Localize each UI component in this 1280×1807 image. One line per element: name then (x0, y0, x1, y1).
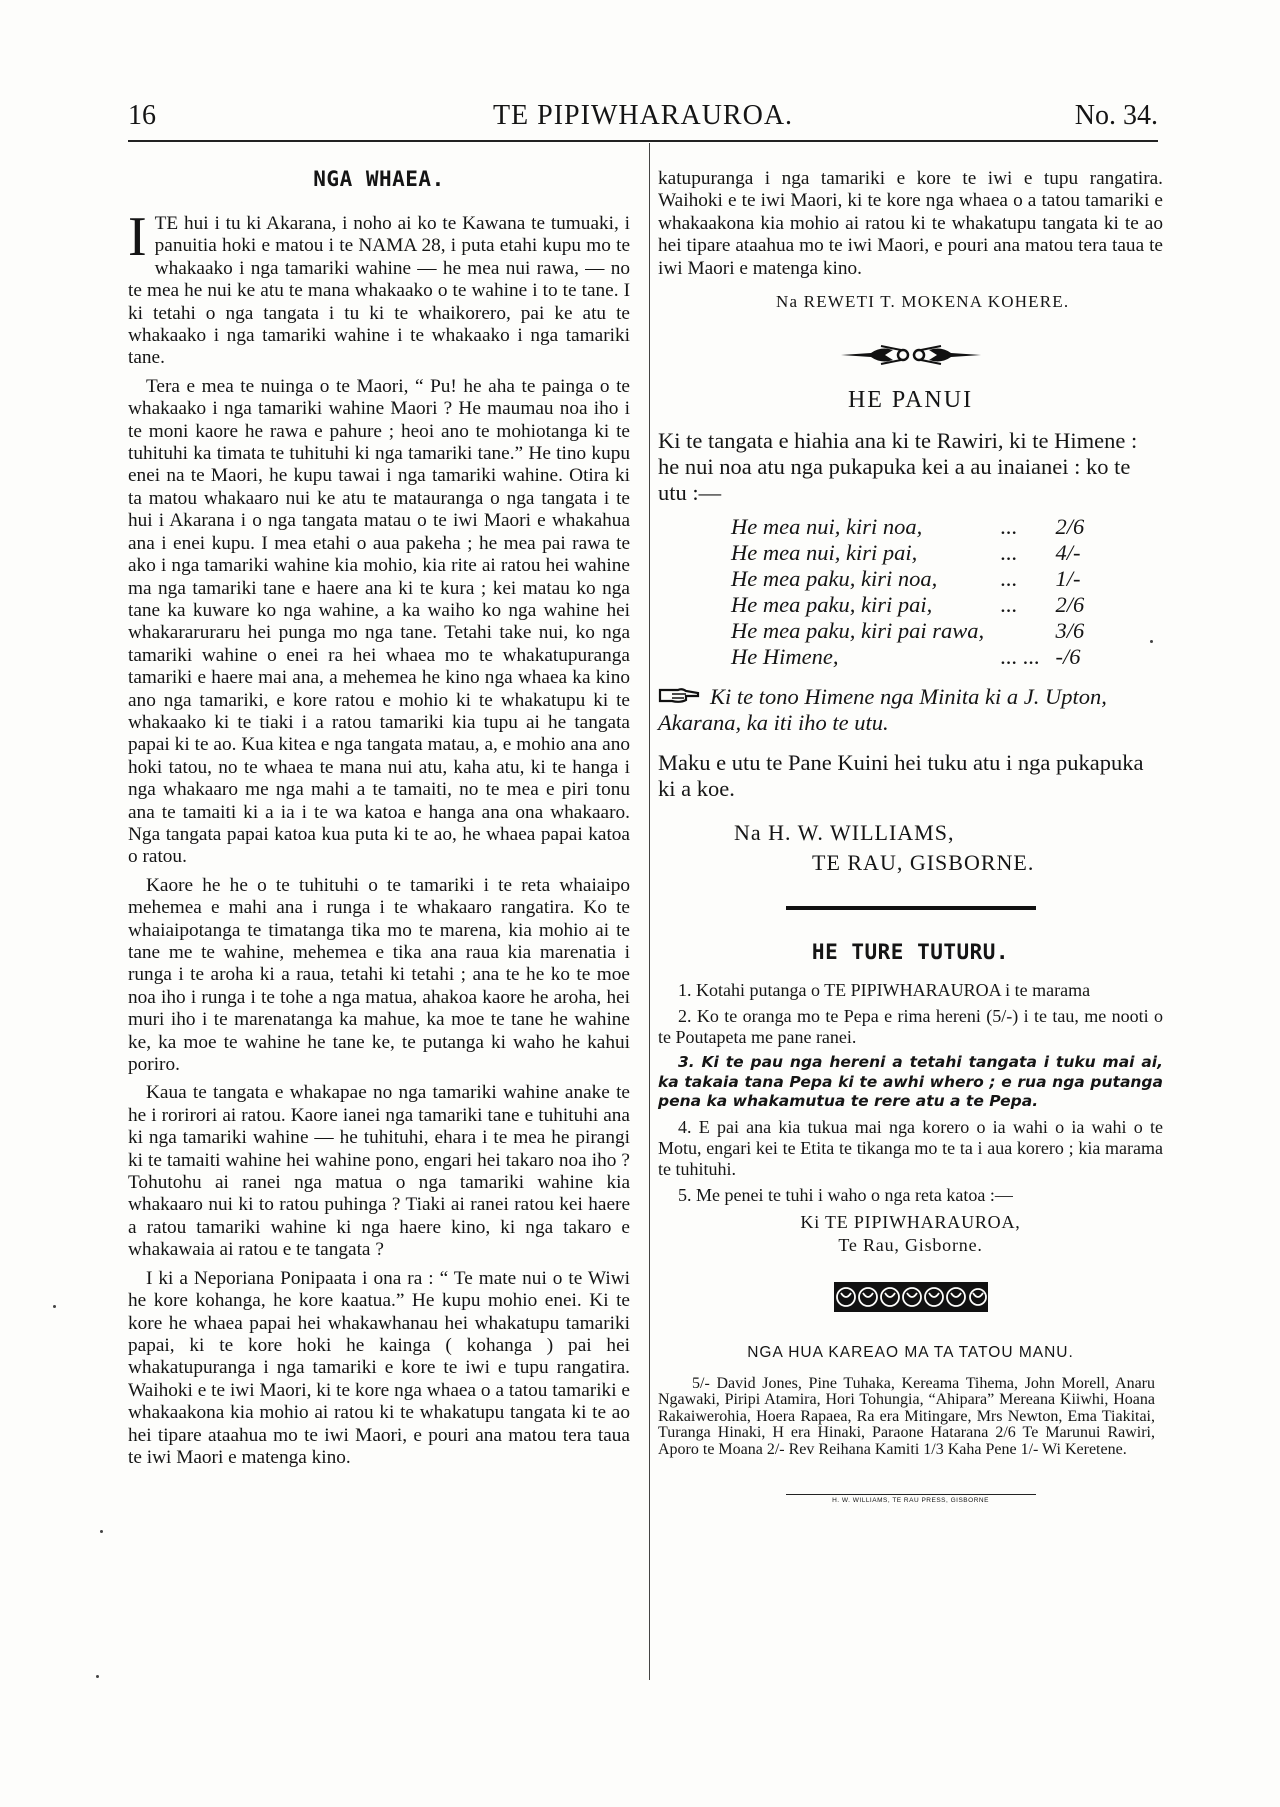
article-paragraph: TE hui i tu ki Akarana, i noho ai ko te Kawana te tumuaki, i panuitia hoki e matou i te NAMA 28, i puta etahi kupu mo te whakaako i nga tamariki wahine — he mea nui rawa, — no te mea he nui ke atu te mana whakaako o te wahine i to te tane. I ki tetahi o nga tangata i tu ki te whaikorero, pai ke atu te whakaako i nga tamariki wahine i te whakaako i nga tamariki tane. (128, 213, 630, 369)
pointing-hand-icon (658, 684, 700, 710)
page-speck (53, 1305, 56, 1308)
upton-note (658, 684, 1163, 736)
scroll-ornament-icon (841, 342, 981, 368)
price-row (731, 566, 1084, 592)
column-divider (649, 143, 650, 1680)
rule-item: 3. Ki te pau nga hereni a tetahi tangata i tuku mai ai, ka takaia tana Pepa ki te awhi whero ; e rua nga putanga pena ka whakamutua te rere atu a te Pepa. (658, 1053, 1163, 1111)
price-row (731, 592, 1084, 618)
manu-title: NGA HUA KAREAO MA TA TATOU MANU. (747, 1343, 1074, 1361)
manu-list: 5/- David Jones, Pine Tuhaka, Kereama Tihema, John Morell, Anaru Ngawaki, Piripi Atamira, Hori Tohungia, “Ahipara” Mereana Kiiwhi, Hoana Rakaiwerohia, Hoera Rapaea, Ra era Mitingare, Mrs Newton, Ema Tiakitai, Turanga Hinaki, H era Hinaki, Paraone Hatarana 2/6 Te Marunui Rawiri, Aporo te Moana 2/- Rev Reihana Kamiti 1/3 Kaha Pene 1/- Wi Keretene. (658, 1374, 1155, 1458)
price-item: He mea nui, kiri pai, (731, 540, 918, 566)
payment-text: Maku e utu te Pane Kuini hei tuku atu i nga pukapuka ki a koe. (658, 750, 1144, 802)
article-paragraph-continued: katupuranga i nga tamariki e kore te iwi e tupu rangatira. Waihoki e te iwi Maori, ki te kore nga whaea o a tatou tamariki e whakaakona kia mohio ai ratou ki te whakatupu tangata ki te ao hei tipare ataahua mo te iwi Maori, e pouri ana matou tera taua te iwi Maori e matenga kino. (658, 168, 1163, 279)
panui-intro: Ki te tangata e hiahia ana ki te Rawiri, ki te Himene : he nui noa atu nga pukapuka kei a au inaianei : ko te utu :— (658, 428, 1138, 506)
rule-item: 4. E pai ana kia tukua mai nga korero o ia wahi o ia wahi o te Motu, engari kei te Etita te tikanga mo te ta i aua korero ; kia marama te tuhituhi. (658, 1116, 1163, 1179)
price-item: He Himene, (731, 644, 839, 670)
panui-title: HE PANUI (847, 387, 974, 414)
price-list (731, 514, 1084, 670)
price-dots: ... (1000, 514, 1017, 540)
price-dots: ... (1000, 566, 1017, 592)
decorative-band (658, 1281, 1163, 1318)
section-rule (786, 906, 1036, 910)
printer-rule (786, 1494, 1036, 1495)
price-item: He mea paku, kiri pai, (731, 592, 933, 618)
price-value: 3/6 (1055, 618, 1085, 644)
printer-imprint: H. W. WILLIAMS, TE RAU PRESS, GISBORNE (832, 1497, 989, 1505)
header-rule (128, 140, 1158, 142)
rule-item: 2. Ko te oranga mo te Pepa e rima hereni (5/-) i te tau, me nooti o te Poutapeta me pane ranei. (658, 1006, 1163, 1048)
page-speck (96, 1675, 99, 1678)
price-value: 2/6 (1055, 514, 1085, 540)
price-value: 2/6 (1055, 592, 1085, 618)
newspaper-title: TE PIPIWHARAUROA. (492, 100, 794, 131)
first-paragraph (128, 206, 630, 370)
left-column (128, 165, 630, 1468)
price-row (731, 540, 1084, 566)
article-paragraph: Tera e mea te nuinga o te Maori, “ Pu! he aha te painga o te whakaako i nga tamariki wahine Maori ? He maumau noa iho i te moni kaore he rawa e pahure ; heoi ano te mohiotanga ki te tuhituhi ka timata te tuhituhi ki nga tamariki tane.” He tino kupu enei na te Maori, he kupu tawai i nga tamariki wahine. Otira ki ta matou whakaaro nui ke atu te matauranga o nga tangata i te hui i Akarana i o nga tangata matau o te iwi Maori e whakahua ana i enei kupu. I mea etahi o aua pakeha ; he mea pai rawa te ako i nga tamariki wahine kia mohio, kia rite ai ratou hei wahine ma nga tamariki tane e haere ana ki te kura ; kei matau ko nga tane ka kuware ko nga wahine, a ka waiho ko nga wahine hei whakararuraru hei punga mo nga tane. Tetahi take nui, ko nga tamariki wahine o enei ra hei whaea mo te whakatupuranga tamariki e haere mai ana, a mehemea he kino nga whaea ka kino ano nga tamariki, e kore ratou e mohio ki te whakatupu ki te whakaako ki te tiaki i a ratou tamariki kia tupu ai he tangata papai ki te ao. Kua kitea e nga tangata matau, a, e mohio ana ano hoki tatou, no te whaea te mana nui atu, kaha atu, ki te hanga i nga whakaaro me nga mahi a te tamaiti, no te mea e piri tonu ana te tamaiti ki a ia i te wa katoa e hanga ana ona whakaaro. Nga tangata papai katoa kua puta ki te ao, he whaea papai katoa o ratou. (128, 375, 630, 868)
page-number: 16 (128, 100, 156, 131)
page-speck (1150, 640, 1153, 643)
ture-address-line1: Ki TE PIPIWHARAUROA, (800, 1211, 1021, 1232)
price-dots: ... (1000, 540, 1017, 566)
price-item: He mea paku, kiri pai rawa, (731, 618, 985, 644)
article-signature: Na REWETI T. MOKENA KOHERE. (776, 292, 1070, 312)
article-title: NGA WHAEA. (313, 167, 445, 191)
price-value: -/6 (1055, 644, 1081, 670)
page-speck (100, 1530, 103, 1533)
price-row (731, 618, 1084, 644)
rule-item: 1. Kotahi putanga o TE PIPIWHARAUROA i te marama (678, 980, 1091, 1001)
ornamental-band-icon (833, 1281, 989, 1313)
page-header (128, 100, 1158, 140)
price-row (731, 644, 1084, 670)
price-value: 1/- (1055, 566, 1081, 592)
price-dots: ... (1000, 592, 1017, 618)
price-dots (984, 618, 1055, 644)
right-column (658, 168, 1163, 1504)
ornament-divider (658, 342, 1163, 373)
upton-note-text: Ki te tono Himene nga Minita ki a J. Upton, Akarana, ka iti iho te utu. (658, 684, 1107, 736)
price-item: He mea nui, kiri noa, (731, 514, 923, 540)
panui-sign-name: Na H. W. WILLIAMS, (734, 820, 955, 846)
article-paragraph: Kaore he he o te tuhituhi o te tamariki i te reta whaiaipo mehemea e mahi ana i runga i te whakaaro rangatira. Ko te whaiaipotanga te timatanga tika mo te marena, kia mohio ai te tane me te wahine, mehemea e tika ana raua kia marenatia i runga i te aroha ki a raua, tetahi ki tetahi ; ana te he ko te moe noa iho i runga i te tohe a nga matua, ahakoa kaore he aroha, hei muri iho i te marenatanga ka mahue, ka moe te tane he wahine ke, ka moe te wahine he tane ke, te putanga ki waho he kahui poriro. (128, 874, 630, 1076)
rule-item: 5. Me penei te tuhi i waho o nga reta katoa :— (678, 1184, 1013, 1205)
ture-title: HE TURE TUTURU. (811, 940, 1010, 965)
price-row (731, 514, 1084, 540)
issue-number: No. 34. (1074, 100, 1158, 131)
ture-address-line2: Te Rau, Gisborne. (838, 1234, 983, 1255)
price-item: He mea paku, kiri noa, (731, 566, 938, 592)
price-value: 4/- (1055, 540, 1081, 566)
price-dots: ... ... (1000, 644, 1040, 670)
dropcap-letter: I (128, 206, 147, 268)
article-paragraph: Kaua te tangata e whakapae no nga tamariki wahine anake te he i rorirori ai ratou. Kaore ianei nga tamariki tane e tuhituhi ana ki nga tamariki wahine — he tuhituhi, ehara i te mea he pirangi ki te tamaiti wahine hei wahine pono, engari hei takaro noa iho ? Tohutohu ai ranei nga matua o nga tamariki wahine kia whakaaro nui ki to ratou puhinga ? Tiaki ai ranei ratou kei haere a ratou tamariki wahine ki nga haere kino, ki nga takaro e whakawaia ai ratou e te tangata ? (128, 1082, 630, 1261)
panui-sign-place: TE RAU, GISBORNE. (812, 850, 1035, 876)
article-paragraph: I ki a Neporiana Ponipaata i ona ra : “ Te mate nui o te Wiwi he kore kohanga, he kore kaatua.” He kupu mohio enei. Ki te kore he whaea papai hei whakawhanau hei whakatupu tamariki papai, ki te kore hoki he kainga ( kohanga ) pai hei whakatupuranga i nga tamariki e kore te iwi e tupu rangatira. Waihoki e te iwi Maori, ki te kore nga whaea o a tatou tamariki e whakaakona kia mohio ai ratou ki te whakatupu tangata ki te ao hei tipare ataahua mo te iwi Maori, e pouri ana matou tera taua te iwi Maori e matenga kino. (128, 1267, 630, 1468)
